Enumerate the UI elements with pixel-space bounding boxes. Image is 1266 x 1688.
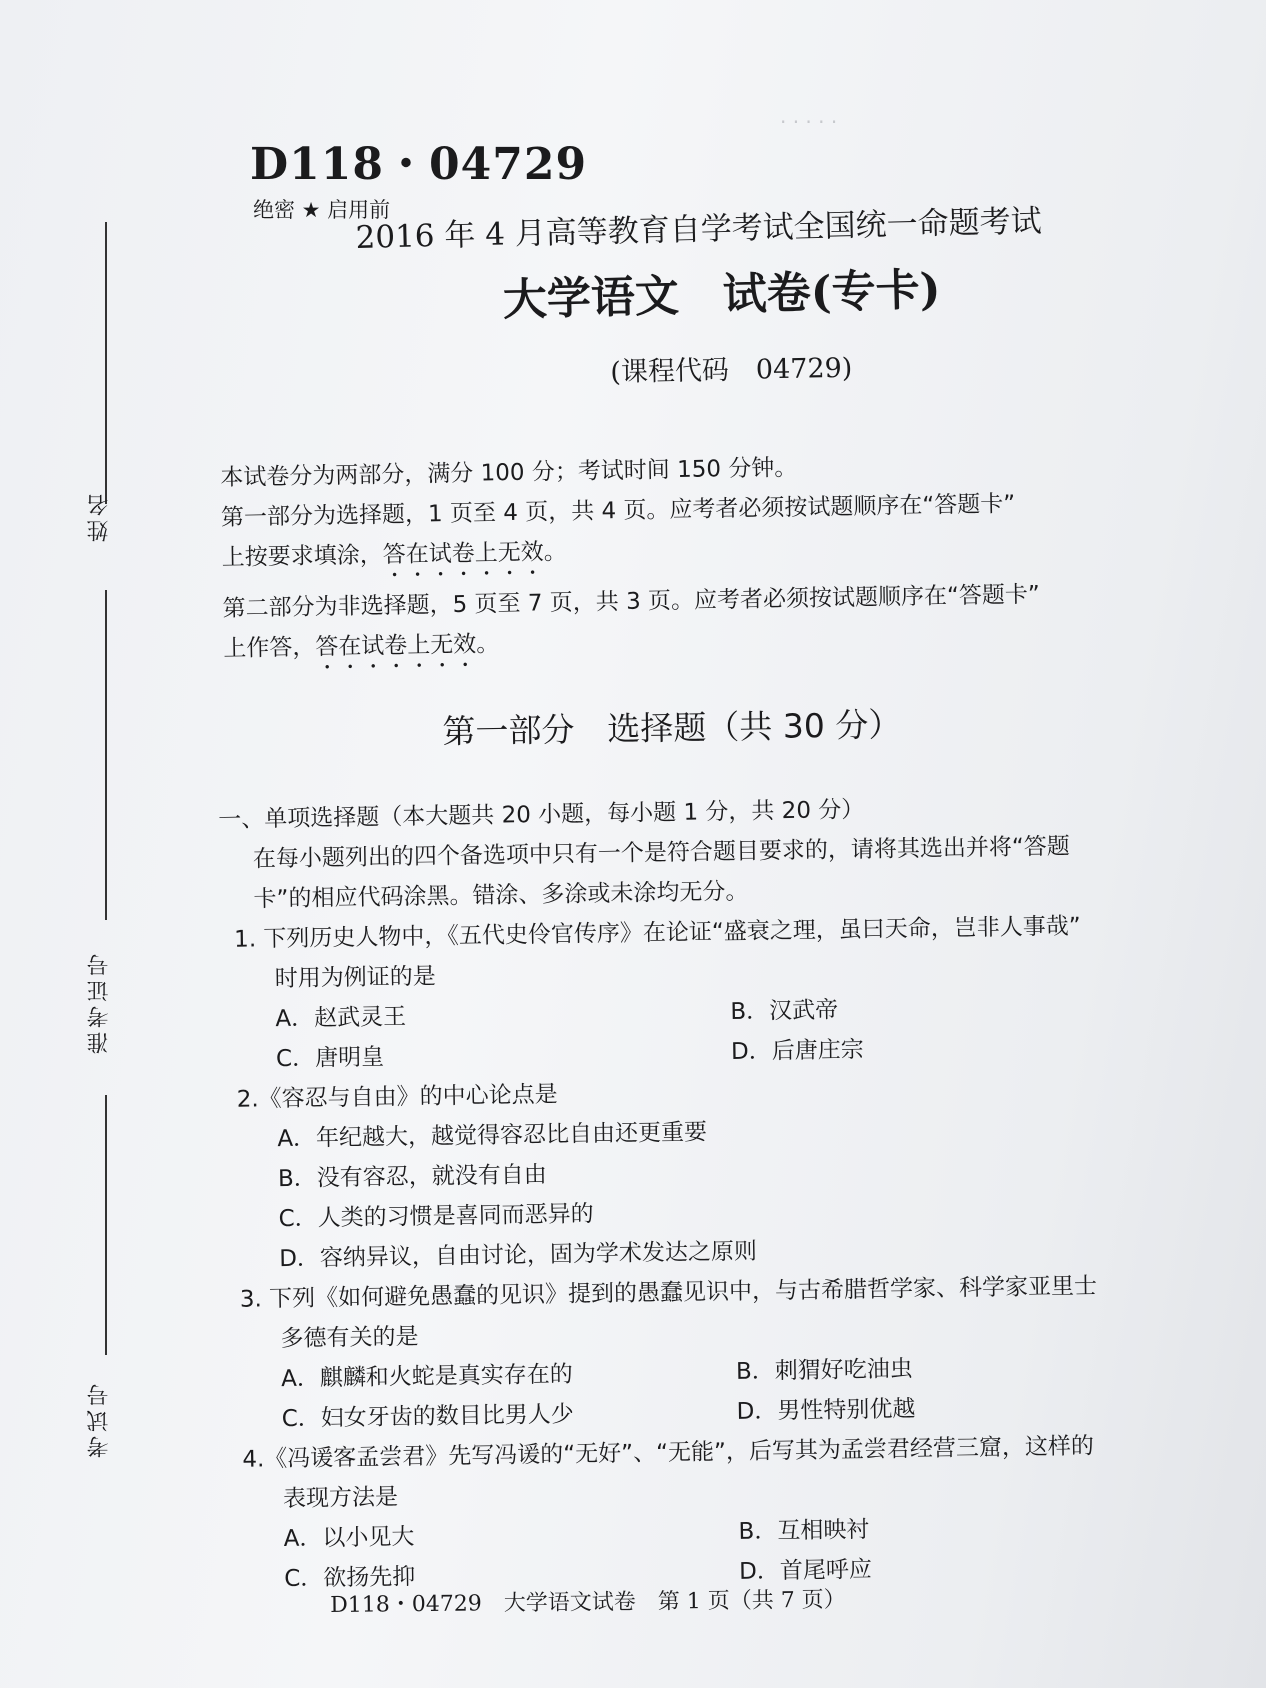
question-1-stem-cont: 时用为例证的是 xyxy=(274,963,437,993)
instruction-line: 第二部分为非选择题，5 页至 7 页，共 3 页。应考者必须按试题顺序在“答题卡” xyxy=(222,581,1041,622)
question-section xyxy=(218,784,1230,1600)
option-d: D．后唐庄宗 xyxy=(730,1036,864,1065)
question-4-stem: 4.《冯谖客孟尝君》先写冯谖的“无好”、“无能”，后写其为孟尝君经营三窟，这样的 xyxy=(242,1433,1095,1473)
option-c: C．欲扬先抑 xyxy=(284,1563,416,1593)
question-3-stem: 3. 下列《如何避免愚蠢的见识》提到的愚蠢见识中，与古希腊哲学家、科学家亚里士 xyxy=(239,1273,1098,1313)
instruction-text: 。 xyxy=(476,631,500,658)
part-one-title: 第一部分 选择题（共 30 分） xyxy=(442,704,902,751)
option-a: A．年纪越大，越觉得容忍比自由还更重要 xyxy=(277,1119,708,1153)
option-a: A．赵武灵王 xyxy=(275,1004,407,1033)
exam-title: 2016 年 4 月高等教育自学考试全国统一命题考试 xyxy=(355,203,1043,256)
option-b: B．互相映衬 xyxy=(738,1516,870,1545)
section-note: 在每小题列出的四个备选项中只有一个是符合题目要求的，请将其选出并将“答题 xyxy=(252,833,1070,873)
name-line xyxy=(105,222,107,504)
option-c: C．人类的习惯是喜同而恶异的 xyxy=(278,1201,594,1233)
emphasis-text: 答在试卷上无效 xyxy=(382,539,544,569)
exam-code: D118・04729 xyxy=(250,139,588,190)
instruction-text: 上按要求填涂， xyxy=(221,542,383,571)
emphasis-text: 答在试卷上无效 xyxy=(315,631,477,661)
instructions xyxy=(220,441,1204,676)
paper-title: 大学语文 试卷(专卡) xyxy=(502,264,942,326)
option-d: D．首尾呼应 xyxy=(738,1556,873,1585)
seat-line xyxy=(105,1095,107,1355)
question-2-stem: 2.《容忍与自由》的中心论点是 xyxy=(236,1081,558,1113)
option-c: C．妇女牙齿的数目比男人少 xyxy=(281,1401,574,1433)
instruction-line: 本试卷分为两部分，满分 100 分；考试时间 150 分钟。 xyxy=(220,454,798,491)
option-b: B．没有容忍，就没有自由 xyxy=(277,1161,547,1193)
question-1-stem: 1. 下列历史人物中，《五代史伶官传序》在论证“盛衰之理，虽曰天命，岂非人事哉” xyxy=(233,913,1081,953)
exam-number-label: 考试号 xyxy=(87,1380,112,1458)
instruction-text: 。 xyxy=(543,538,567,566)
course-code: (课程代码 04729) xyxy=(610,352,853,388)
name-label: 姓名 xyxy=(87,490,112,542)
option-a: A．麒麟和火蛇是真实存在的 xyxy=(280,1361,574,1393)
option-d: D．男性特别优越 xyxy=(736,1396,916,1425)
option-b: B．刺猬好吃油虫 xyxy=(735,1356,914,1385)
question-4-stem-cont: 表现方法是 xyxy=(282,1484,399,1513)
section-header: 一、单项选择题（本大题共 20 小题，每小题 1 分，共 20 分） xyxy=(218,796,865,833)
page-footer: D118・04729 大学语文试卷 第 1 页（共 7 页） xyxy=(330,1587,846,1618)
admission-line xyxy=(105,590,107,920)
admission-number-label: 准考证号 xyxy=(87,950,112,1054)
option-b: B．汉武帝 xyxy=(730,997,839,1025)
section-note: 卡”的相应代码涂黑。错涂、多涂或未涂均无分。 xyxy=(253,878,749,913)
option-a: A．以小见大 xyxy=(283,1524,415,1553)
instruction-text: 上作答， xyxy=(223,634,316,662)
option-c: C．唐明皇 xyxy=(275,1044,385,1073)
bleed-through-text: · · · · · xyxy=(780,110,838,134)
secrecy-notice: 绝密 ★ 启用前 xyxy=(253,198,391,222)
option-d: D．容纳异议，自由讨论，固为学术发达之原则 xyxy=(279,1238,758,1273)
question-3-stem-cont: 多德有关的是 xyxy=(280,1323,419,1353)
instruction-line: 第一部分为选择题，1 页至 4 页，共 4 页。应考者必须按试题顺序在“答题卡” xyxy=(220,491,1016,531)
